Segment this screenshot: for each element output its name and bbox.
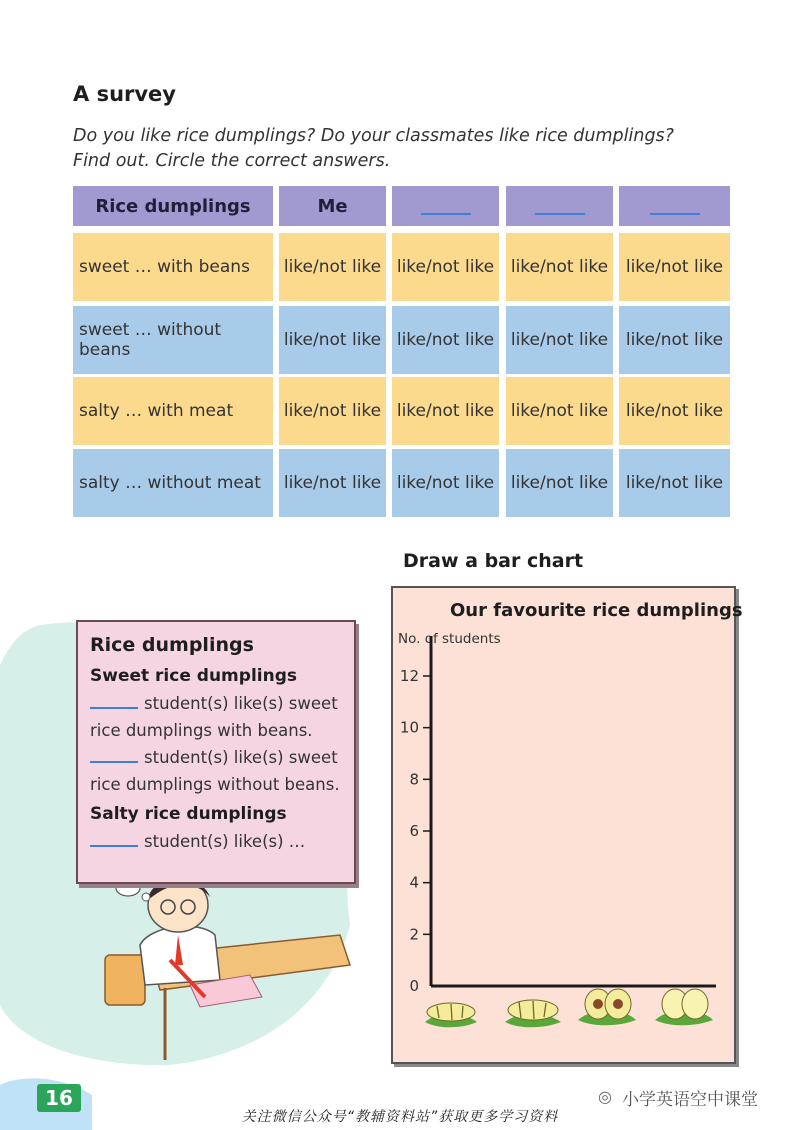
y-tick-label: 8	[409, 770, 419, 789]
answer-choice[interactable]: like/not like	[392, 377, 499, 445]
name-blank[interactable]	[650, 213, 700, 215]
bar-chart-section-title: Draw a bar chart	[403, 550, 584, 572]
answer-choice[interactable]: like/not like	[392, 233, 499, 301]
instructions-line-2: Find out. Circle the correct answers.	[73, 151, 391, 171]
sentence-board	[76, 620, 356, 884]
answer-choice[interactable]: like/not like	[619, 449, 730, 517]
y-tick-label: 10	[399, 718, 419, 737]
table-row-label: sweet … with beans	[73, 233, 273, 301]
answer-choice[interactable]: like/not like	[506, 306, 613, 374]
answer-choice[interactable]: like/not like	[392, 306, 499, 374]
number-blank[interactable]	[90, 845, 138, 847]
answer-choice[interactable]: like/not like	[279, 377, 386, 445]
sentence-text: rice dumplings without beans.	[90, 775, 340, 794]
y-tick-label: 4	[409, 873, 419, 892]
chart-title: Our favourite rice dumplings	[450, 600, 743, 621]
salty-sentence-1	[90, 828, 342, 855]
answer-choice[interactable]: like/not like	[506, 377, 613, 445]
page-number: 16	[37, 1084, 81, 1112]
watermark-text: 小学英语空中课堂	[622, 1090, 758, 1110]
table-header-rice-dumplings: Rice dumplings	[73, 186, 273, 226]
rice-dumpling-icon	[578, 989, 636, 1025]
name-blank[interactable]	[421, 213, 471, 215]
answer-choice[interactable]: like/not like	[279, 306, 386, 374]
sentence-text: student(s) like(s) sweet	[144, 748, 338, 767]
rice-dumpling-icon	[505, 1000, 561, 1027]
table-row-label: sweet … without beans	[73, 306, 273, 374]
sweet-sentence-1	[90, 690, 342, 744]
wechat-icon: ◎	[598, 1087, 612, 1106]
y-tick-label: 0	[409, 977, 419, 995]
instructions	[73, 124, 763, 174]
salty-heading: Salty rice dumplings	[90, 804, 287, 824]
answer-choice[interactable]: like/not like	[619, 377, 730, 445]
answer-choice[interactable]: like/not like	[619, 306, 730, 374]
answer-choice[interactable]: like/not like	[279, 449, 386, 517]
bar-chart-axes	[391, 586, 736, 1064]
table-row-label: salty … without meat	[73, 449, 273, 517]
answer-choice[interactable]: like/not like	[506, 449, 613, 517]
rice-dumpling-icon	[655, 989, 713, 1025]
board-title: Rice dumplings	[90, 634, 254, 656]
answer-choice[interactable]: like/not like	[619, 233, 730, 301]
instructions-line-1: Do you like rice dumplings? Do your classmates like rice dumplings?	[73, 126, 674, 146]
section-heading: A survey	[73, 82, 176, 106]
number-blank[interactable]	[90, 761, 138, 763]
dumpling-illustrations	[425, 989, 713, 1027]
table-header-classmate-3[interactable]	[619, 186, 730, 226]
y-axis-label: No. of students	[398, 631, 501, 647]
y-tick-label: 2	[409, 925, 419, 944]
footer-text: 关注微信公众号“教辅资料站”获取更多学习资料	[241, 1109, 559, 1125]
table-header-me: Me	[279, 186, 386, 226]
answer-choice[interactable]: like/not like	[279, 233, 386, 301]
name-blank[interactable]	[535, 213, 585, 215]
table-header-classmate-2[interactable]	[506, 186, 613, 226]
answer-choice[interactable]: like/not like	[392, 449, 499, 517]
table-header-classmate-1[interactable]	[392, 186, 499, 226]
rice-dumpling-icon	[425, 1003, 477, 1027]
table-row-label: salty … with meat	[73, 377, 273, 445]
sentence-text: student(s) like(s) …	[144, 832, 306, 851]
sentence-text: rice dumplings with beans.	[90, 721, 313, 740]
y-tick-label: 12	[399, 667, 419, 685]
sweet-sentence-2	[90, 744, 342, 798]
answer-choice[interactable]: like/not like	[506, 233, 613, 301]
y-tick-label: 6	[409, 822, 419, 840]
sentence-text: student(s) like(s) sweet	[144, 694, 338, 713]
number-blank[interactable]	[90, 707, 138, 709]
sweet-heading: Sweet rice dumplings	[90, 666, 297, 686]
